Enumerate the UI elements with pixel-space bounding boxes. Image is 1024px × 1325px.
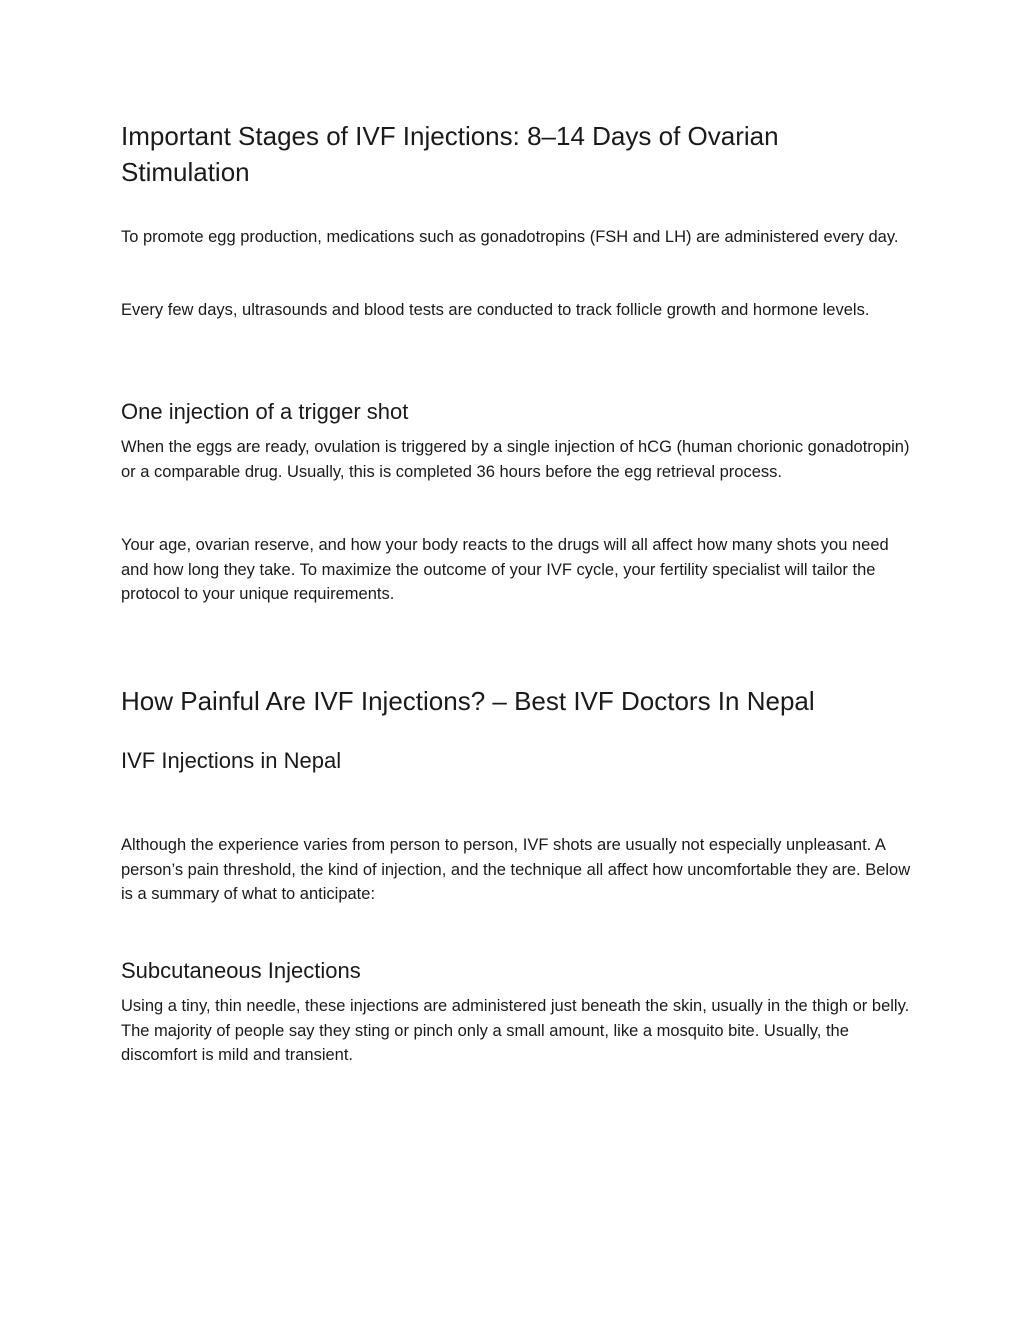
- paragraph-gonadotropins: To promote egg production, medications such as gonadotropins (FSH and LH) are administered every day.: [121, 228, 899, 246]
- subheading-ivf-injections-nepal: IVF Injections in Nepal: [121, 748, 342, 773]
- paragraph-protocol: Your age, ovarian reserve, and how your body reacts to the drugs will all affect how many shots you need and how long they take. To maximize the outcome of your IVF cycle, your fertility specialist will tailor the protocol to your unique requirements.: [121, 536, 889, 603]
- paragraph-subcutaneous: Using a tiny, thin needle, these injections are administered just beneath the skin, usually in the thigh or belly. The majority of people say they sting or pinch only a small amount, like a mosquito bite. Usually, the discomfort is mild and transient.: [121, 997, 910, 1064]
- section-heading-painful-injections: How Painful Are IVF Injections? – Best IVF Doctors In Nepal: [121, 686, 815, 716]
- subheading-subcutaneous-injections: Subcutaneous Injections: [121, 958, 361, 983]
- paragraph-pain-experience: Although the experience varies from person to person, IVF shots are usually not especially unpleasant. A person’s pain threshold, the kind of injection, and the technique all affect how uncomfortable they are. Below is a summary of what to anticipate:: [121, 836, 911, 903]
- subheading-trigger-shot: One injection of a trigger shot: [121, 399, 409, 424]
- section-heading-ivf-stages: Important Stages of IVF Injections: 8–14 Days of Ovarian Stimulation: [121, 121, 779, 187]
- paragraph-ultrasounds: Every few days, ultrasounds and blood tests are conducted to track follicle growth and hormone levels.: [121, 301, 870, 319]
- paragraph-trigger-shot: When the eggs are ready, ovulation is triggered by a single injection of hCG (human chorionic gonadotropin) or a comparable drug. Usually, this is completed 36 hours before the egg retrieval process.: [121, 438, 910, 481]
